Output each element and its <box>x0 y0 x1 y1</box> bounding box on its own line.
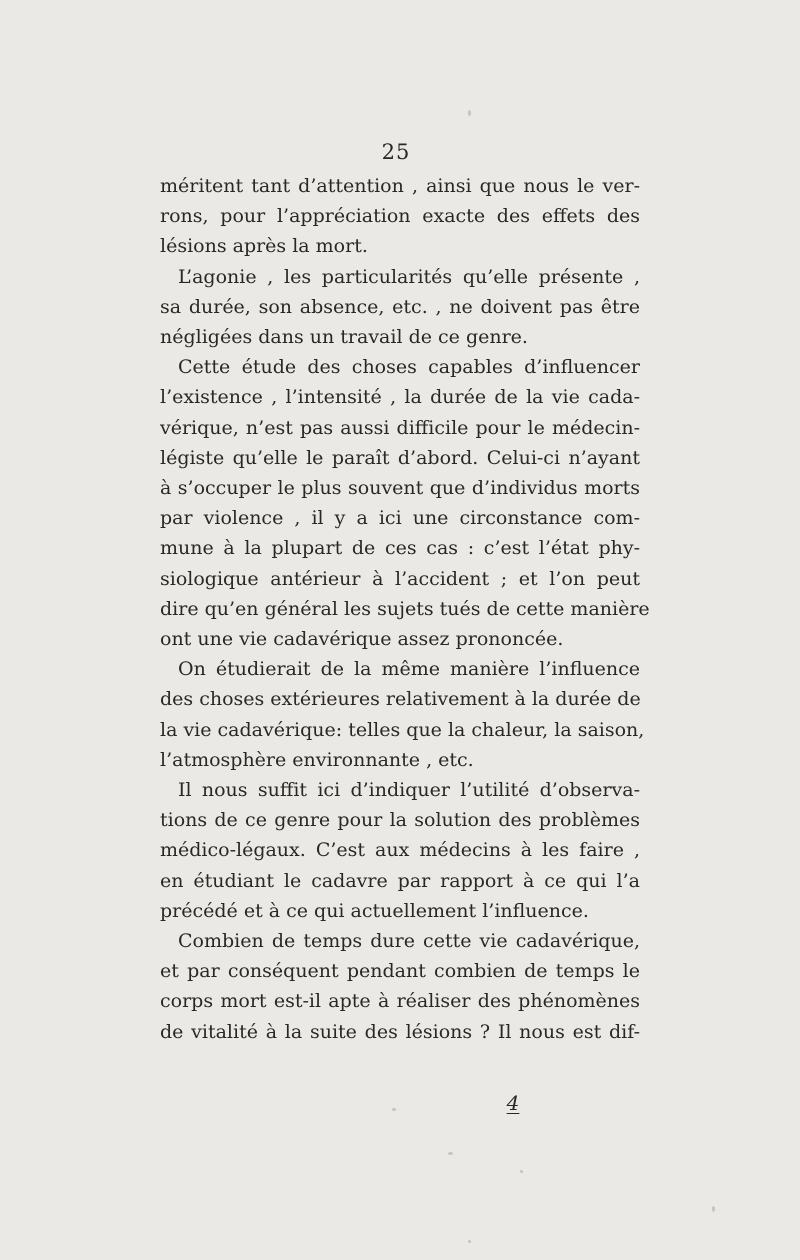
text-line: Cette étude des choses capables d’influencer <box>178 356 640 379</box>
text-line: de vitalité à la suite des lésions ? Il nous est dif- <box>160 1020 640 1043</box>
paper-speck <box>392 1108 396 1111</box>
text-line: et par conséquent pendant combien de temps le <box>160 960 640 983</box>
text-line: des choses extérieures relativement à la durée de <box>160 688 641 711</box>
text-line: Combien de temps dure cette vie cadavérique, <box>178 930 640 953</box>
text-line: méritent tant d’attention , ainsi que nous le ver- <box>160 175 640 197</box>
text-line: L’agonie , les particularités qu’elle présente , <box>178 265 640 288</box>
paper-speck <box>520 1170 523 1173</box>
text-line: en étudiant le cadavre par rapport à ce qui l’a <box>160 869 640 892</box>
text-line: vérique, n’est pas aussi difficile pour le médecin- <box>160 416 640 439</box>
text-line: Il nous suffit ici d’indiquer l’utilité d’observa- <box>178 779 640 802</box>
text-line: dire qu’en général les sujets tués de cette manière <box>160 597 650 620</box>
paper-speck <box>448 1152 453 1155</box>
text-line: par violence , il y a ici une circonstance com- <box>160 507 640 530</box>
text-line: ont une vie cadavérique assez prononcée. <box>160 628 564 651</box>
text-line: précédé et à ce qui actuellement l’influence. <box>160 899 589 922</box>
text-line: l’existence , l’intensité , la durée de la vie cada- <box>160 386 640 409</box>
page-number: 25 <box>381 140 411 164</box>
text-line: négligées dans un travail de ce genre. <box>160 326 528 349</box>
text-line: On étudierait de la même manière l’influence <box>178 658 640 681</box>
text-line: mune à la plupart de ces cas : c’est l’état phy- <box>160 537 640 560</box>
text-line: la vie cadavérique: telles que la chaleur, la saison, <box>160 718 645 741</box>
text-line: à s’occuper le plus souvent que d’individus morts <box>160 477 640 500</box>
text-line: siologique antérieur à l’accident ; et l’on peut <box>160 567 640 590</box>
paper-speck <box>712 1206 715 1212</box>
signature-mark: 4 <box>506 1091 520 1115</box>
text-line: lésions après la mort. <box>160 235 368 258</box>
text-line: rons, pour l’appréciation exacte des effets des <box>160 205 640 228</box>
paper-speck <box>468 110 471 116</box>
text-line: légiste qu’elle le paraît d’abord. Celui-ci n’ayant <box>160 446 640 469</box>
body-text <box>160 171 650 1047</box>
paper-speck <box>468 1240 471 1243</box>
text-line: corps mort est-il apte à réaliser des phénomènes <box>160 990 640 1013</box>
text-line: tions de ce genre pour la solution des problèmes <box>160 809 640 832</box>
text-line: médico-légaux. C’est aux médecins à les faire , <box>160 839 640 862</box>
text-line: sa durée, son absence, etc. , ne doivent pas être <box>160 295 640 318</box>
text-line: l’atmosphère environnante , etc. <box>160 748 474 771</box>
